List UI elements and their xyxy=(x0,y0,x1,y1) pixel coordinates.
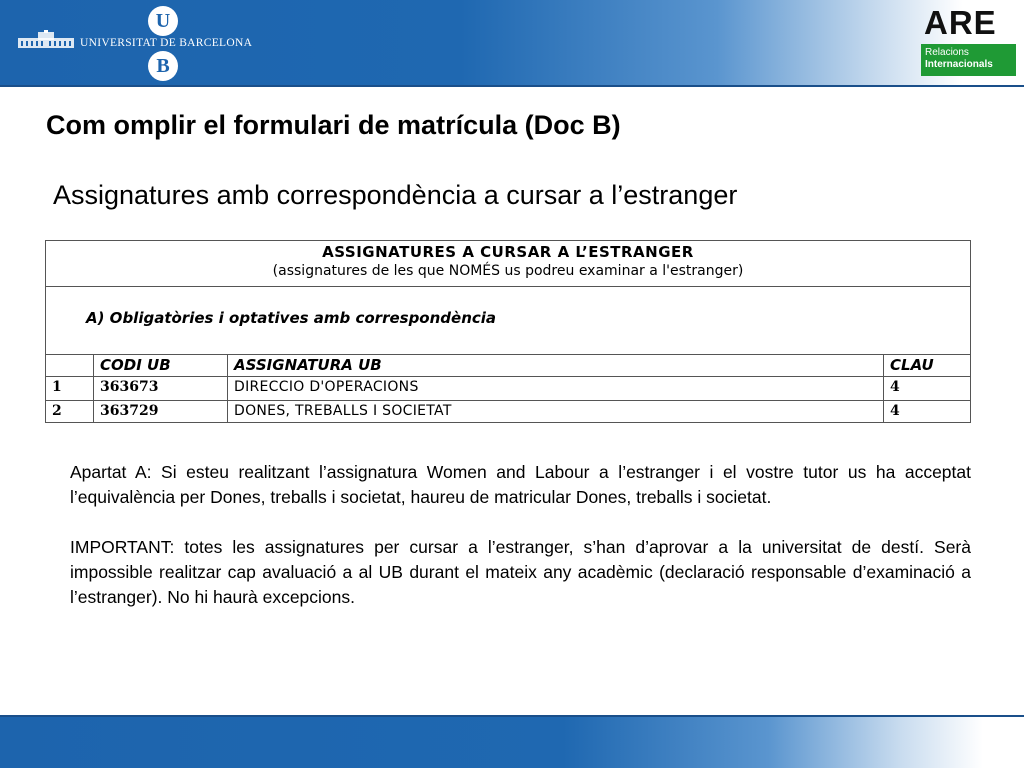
form-section xyxy=(46,287,970,355)
column-header-key: CLAU xyxy=(890,356,934,374)
are-line2: Internacionals xyxy=(925,59,993,70)
paragraph-important: IMPORTANT: totes les assignatures per cursar a l’estranger, s’han d’aprovar a la universitat de destí. Serà impossible realitzar cap avaluació a al UB durant el mateix any acadèmic (declaració responsable d’examinació a l’estranger). No hi haurà excepcions. xyxy=(70,537,971,607)
column-header-number xyxy=(46,354,94,376)
footer-band xyxy=(0,717,1024,768)
row-code: 363729 xyxy=(94,400,228,422)
ub-u-letter: U xyxy=(148,6,178,36)
header-band xyxy=(0,0,1024,85)
row-number: 2 xyxy=(46,400,94,422)
table-header-row xyxy=(46,354,970,377)
column-header-code: CODI UB xyxy=(94,354,228,376)
row-number: 1 xyxy=(46,376,94,400)
page-subtitle: Assignatures amb correspondència a cursar a l’estranger xyxy=(53,180,738,210)
row-subject: DONES, TREBALLS I SOCIETAT xyxy=(228,400,884,422)
enrollment-form-table xyxy=(45,240,971,423)
are-logo xyxy=(920,6,1017,78)
university-logo xyxy=(16,4,256,82)
are-badge xyxy=(921,44,1016,76)
table-row xyxy=(46,376,970,401)
are-title: ARE xyxy=(924,4,997,41)
university-name: UNIVERSITAT DE BARCELONA xyxy=(80,37,253,49)
form-header xyxy=(46,241,970,287)
form-subheading: (assignatures de les que NOMÉS us podreu examinar a l'estranger) xyxy=(272,263,744,279)
row-code: 363673 xyxy=(94,376,228,400)
body-text xyxy=(70,460,971,635)
column-header-subject: ASSIGNATURA UB xyxy=(228,354,884,376)
form-section-title: A) Obligatòries i optatives amb correspondència xyxy=(86,309,497,327)
row-key: 4 xyxy=(890,379,900,395)
building-icon xyxy=(18,30,74,50)
form-heading: ASSIGNATURES A CURSAR A L’ESTRANGER xyxy=(322,243,694,261)
table-row xyxy=(46,400,970,422)
are-line1: Relacions xyxy=(925,47,969,58)
paragraph-apartat-a: Apartat A: Si esteu realitzant l’assignatura Women and Labour a l’estranger i el vostre tutor us ha acceptat l’equivalència per Dones, treballs i societat, haureu de matricular Dones, treballs i societat. xyxy=(70,462,971,507)
ub-b-letter: B xyxy=(148,51,178,81)
row-key: 4 xyxy=(890,403,900,419)
row-subject: DIRECCIO D'OPERACIONS xyxy=(228,376,884,400)
page-title: Com omplir el formulari de matrícula (Doc B) xyxy=(46,110,621,140)
header-divider xyxy=(0,85,1024,87)
